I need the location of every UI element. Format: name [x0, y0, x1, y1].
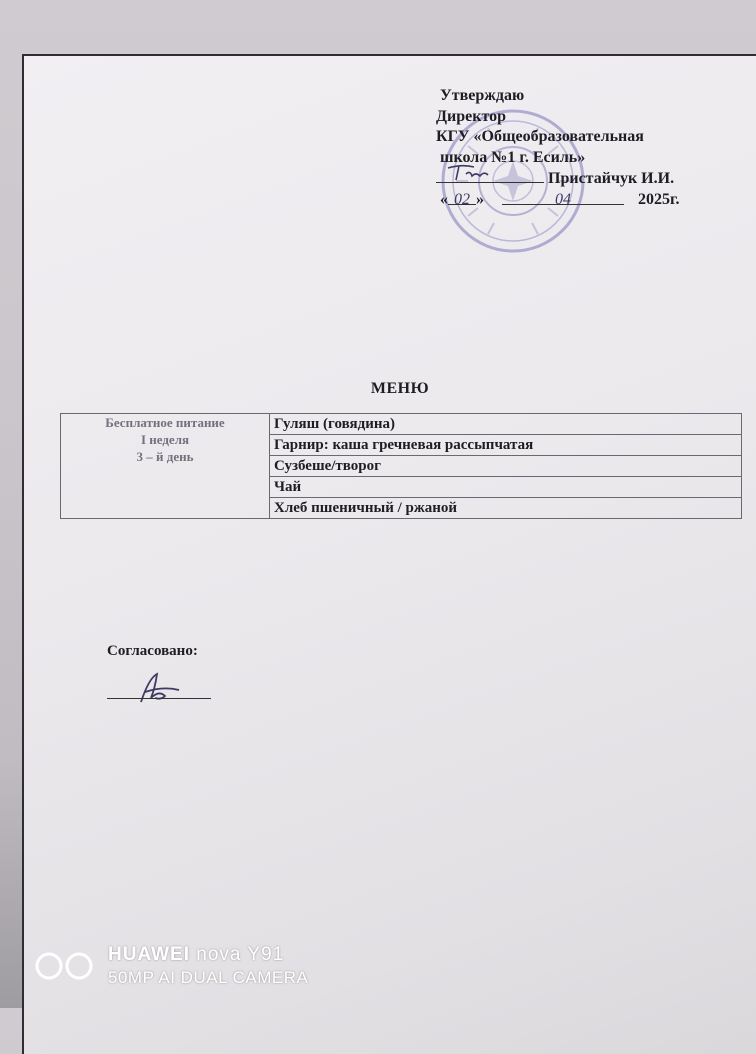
date-day: 02 [448, 190, 476, 205]
approval-position: Директор [436, 107, 506, 125]
approval-organization: КГУ «Общеобразовательная [436, 128, 644, 145]
approval-title: Утверждаю [440, 87, 525, 104]
menu-table [60, 413, 742, 519]
date-open-quote: « [440, 190, 448, 208]
watermark-model: nova Y91 [196, 944, 285, 965]
watermark-brand-name: HUAWEI [108, 944, 190, 965]
category-label: Бесплатное питание [105, 415, 225, 430]
page-title: МЕНЮ [370, 380, 430, 397]
date-close-quote: » [476, 190, 484, 208]
dish-cell: Гарнир: каша гречневая рассыпчатая [270, 435, 742, 456]
approval-signature-line [436, 168, 736, 190]
dish-cell: Хлеб пшеничный / ржаной [270, 498, 742, 519]
watermark-camera: 50MP AI DUAL CAMERA [108, 968, 309, 987]
camera-lens-logo-icon [34, 950, 96, 982]
approval-date [436, 190, 736, 211]
agreed-signature-icon [135, 668, 183, 708]
agreed-signature-line [107, 698, 211, 699]
date-year: 2025г. [638, 190, 680, 208]
watermark-brand [108, 944, 284, 966]
approval-block [436, 86, 736, 210]
date-month: 04 [502, 190, 624, 205]
approval-school: школа №1 г. Есиль» [440, 148, 586, 166]
category-week: I неделя [140, 432, 190, 447]
menu-category-cell [61, 414, 270, 519]
table-row [61, 414, 742, 435]
dish-cell: Гуляш (говядина) [270, 414, 742, 435]
category-day: 3 – й день [136, 449, 194, 464]
agreed-label: Согласовано: [107, 643, 198, 659]
director-signature-icon [444, 162, 504, 184]
dish-cell: Чай [270, 477, 742, 498]
dish-cell: Сузбеше/творог [270, 456, 742, 477]
director-name: Пристайчук И.И. [548, 170, 675, 187]
